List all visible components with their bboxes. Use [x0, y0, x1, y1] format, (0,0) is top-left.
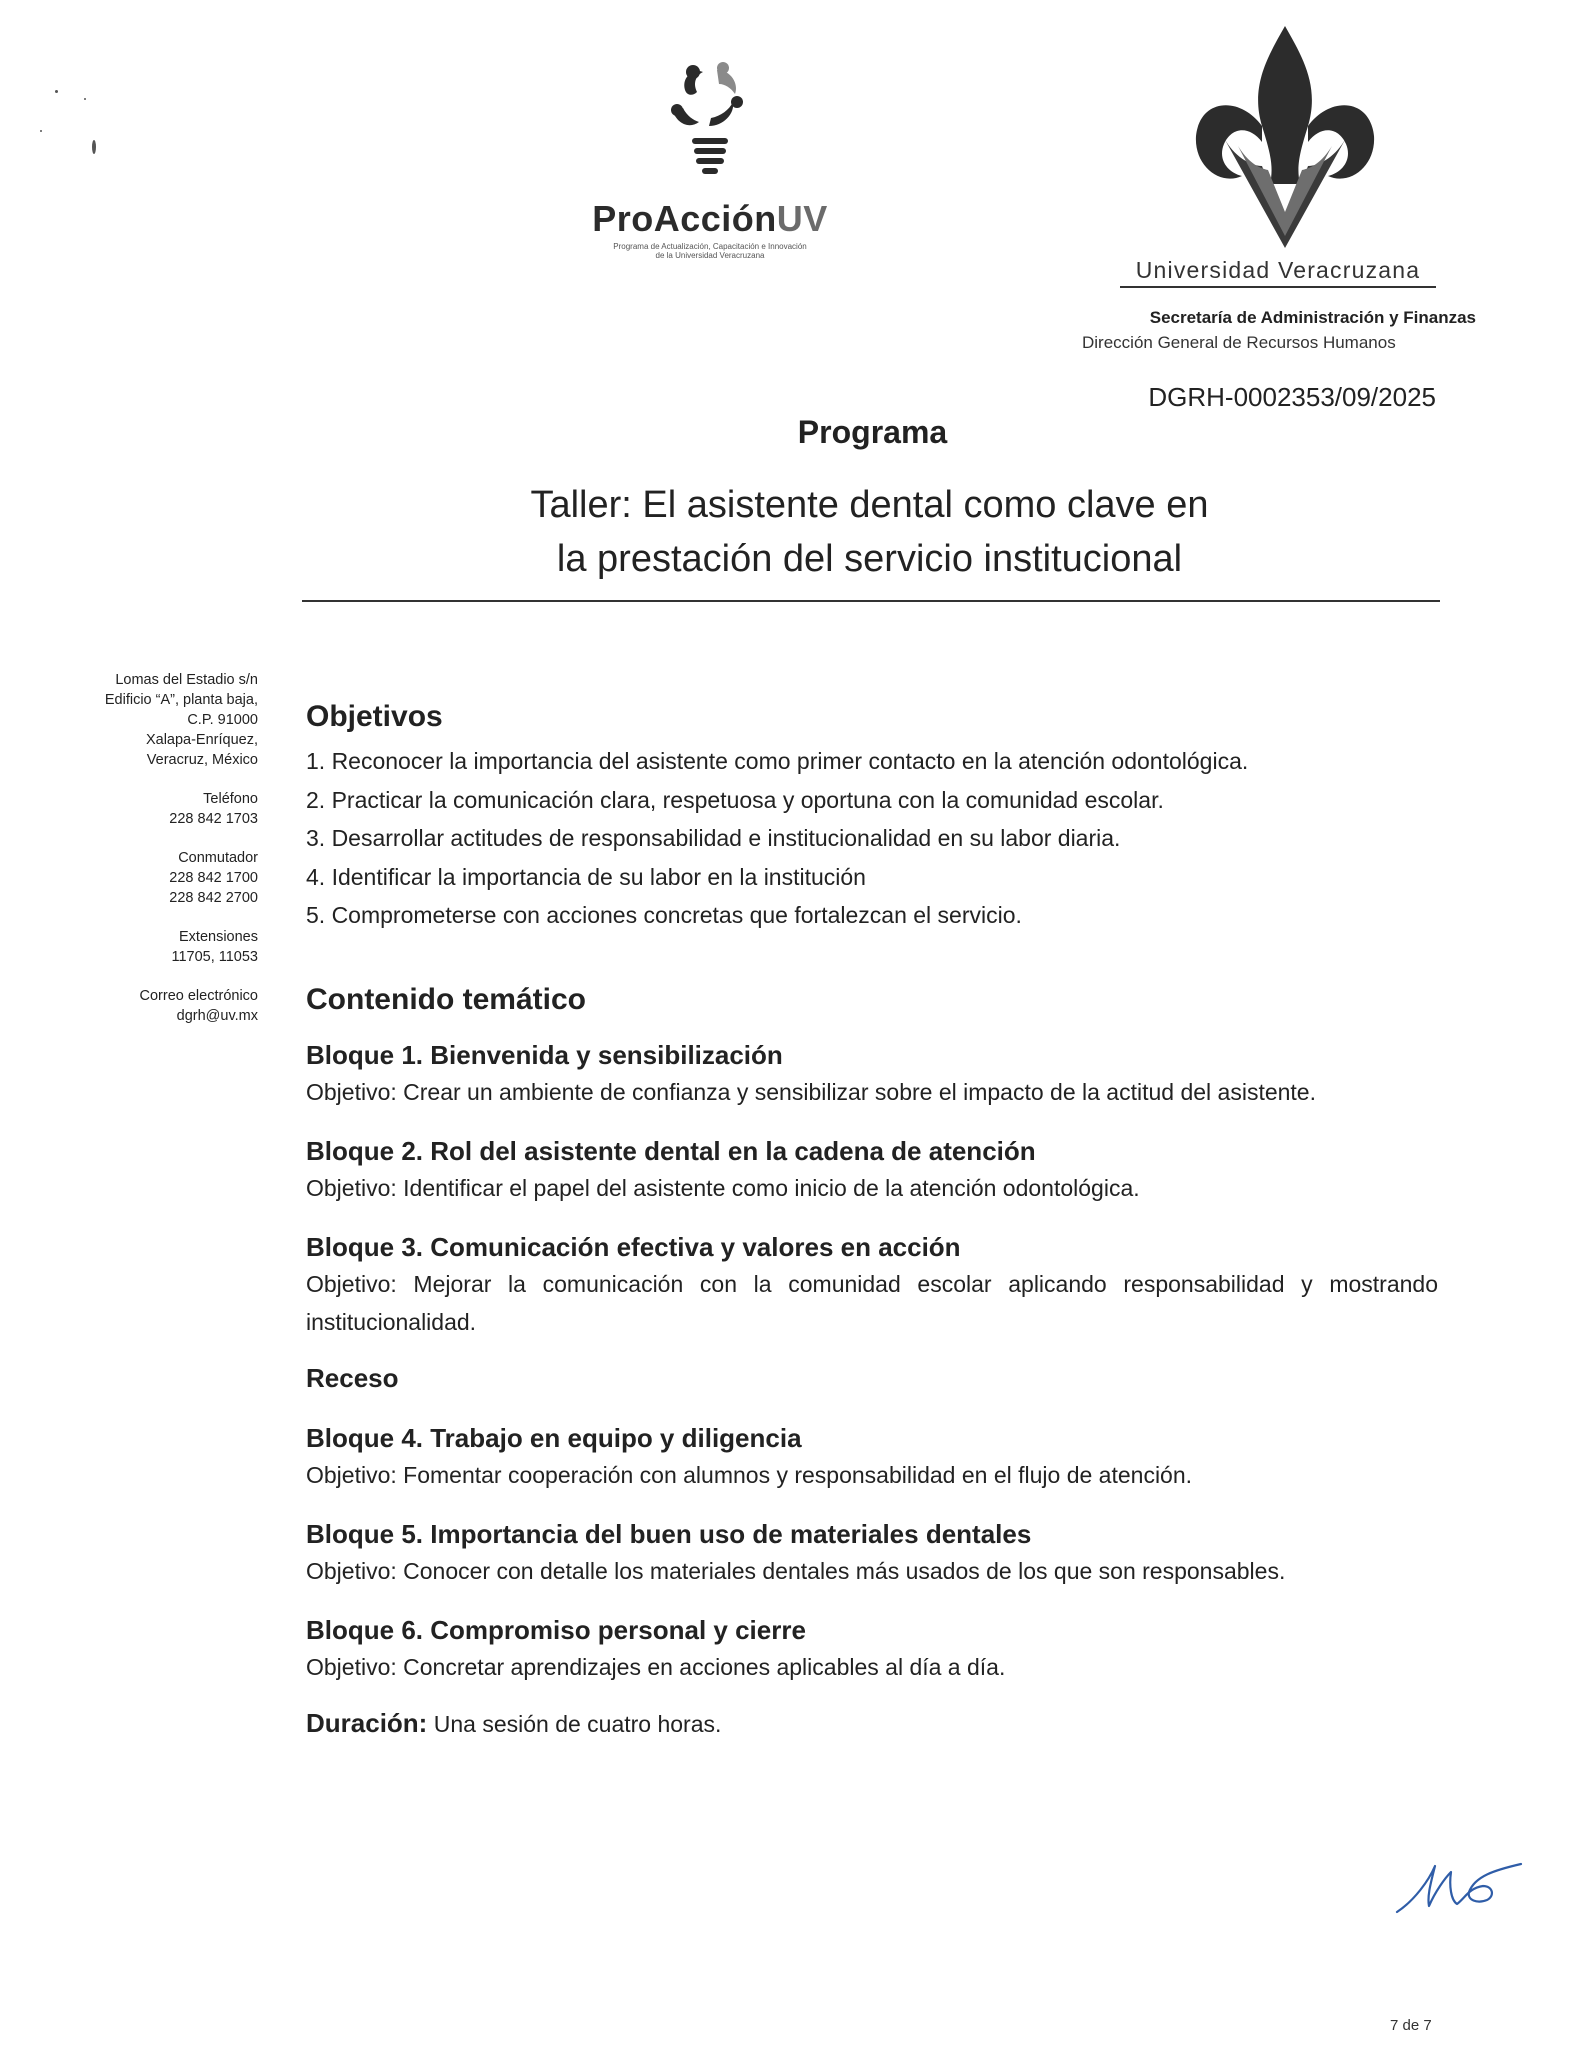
objective-item: 3. Desarrollar actitudes de responsabilidad e institucionalidad en su labor diaria.: [306, 825, 1121, 851]
direccion-label: Dirección General de Recursos Humanos: [1082, 333, 1396, 352]
switchboard-number: 228 842 1700: [169, 870, 258, 886]
bloque-objective: Objetivo: Identificar el papel del asistente como inicio de la atención odontológica.: [306, 1174, 1140, 1201]
extensions-value: 11705, 11053: [171, 949, 258, 965]
bloque-3: [306, 1229, 1438, 1341]
page-heading: Programa: [797, 414, 948, 450]
proaccion-name: ProAcciónUV: [592, 198, 828, 239]
bloque-title: Bloque 1. Bienvenida y sensibilización: [306, 1039, 783, 1070]
address-line: Xalapa-Enríquez,: [145, 732, 258, 748]
objective-item: 4. Identificar la importancia de su labor en la institución: [306, 863, 866, 890]
scan-speck: [55, 90, 58, 93]
scan-speck: [92, 140, 96, 154]
document-code: DGRH-0002353/09/2025: [1148, 382, 1436, 412]
main-content: [306, 700, 1438, 1739]
title-line-1: Taller: El asistente dental como clave en: [530, 484, 1209, 526]
bloque-1: [306, 1037, 1438, 1111]
objective-item: 2. Practicar la comunicación clara, respetuosa y oportuna con la comunidad escolar.: [306, 786, 1164, 813]
page-number: 7 de 7: [1390, 2017, 1432, 2034]
scan-speck: [84, 98, 86, 100]
switchboard-block: [40, 848, 258, 908]
address-line: Edificio “A”, planta baja,: [104, 692, 258, 708]
title-divider: [302, 600, 1440, 602]
phone-block: [40, 789, 258, 829]
bloque-objective: Objetivo: Conocer con detalle los materiales dentales más usados de los que son responsables.: [306, 1557, 1286, 1584]
objective-item: 1. Reconocer la importancia del asistente como primer contacto en la atención odontológica.: [306, 748, 1249, 774]
handwritten-signature-icon: [1395, 1856, 1525, 1916]
duration-label: Duración:: [306, 1707, 428, 1738]
bloque-title: Bloque 6. Compromiso personal y cierre: [306, 1614, 806, 1645]
duration-value: Una sesión de cuatro horas.: [433, 1710, 722, 1737]
lightbulb-people-icon: [665, 62, 755, 194]
email-block: [40, 986, 258, 1026]
address-block: [40, 670, 258, 770]
bloque-title: Bloque 5. Importancia del buen uso de materiales dentales: [306, 1518, 1032, 1549]
title-line-2: la prestación del servicio institucional: [556, 538, 1183, 580]
content-title: Contenido temático: [306, 982, 587, 1016]
bloque-objective: Objetivo: Crear un ambiente de confianza y sensibilizar sobre el impacto de la actitud del asistente.: [306, 1078, 1316, 1105]
address-line: Lomas del Estadio s/n: [115, 672, 258, 688]
contact-sidebar: [40, 670, 258, 1045]
bloque-4: [306, 1420, 1438, 1494]
secretaria-label: Secretaría de Administración y Finanzas: [1149, 308, 1476, 327]
bloque-title: Bloque 3. Comunicación efectiva y valores en acción: [306, 1231, 961, 1262]
email-label: Correo electrónico: [139, 988, 258, 1004]
bloque-2: [306, 1133, 1438, 1207]
page-title: [302, 478, 1437, 586]
phone-number: 228 842 1703: [169, 811, 258, 827]
bloque-objective: Objetivo: Mejorar la comunicación con la comunidad escolar aplicando responsabilidad y mostrando institucionalidad.: [306, 1270, 1438, 1335]
extensions-label: Extensiones: [179, 929, 258, 945]
switchboard-number: 228 842 2700: [169, 890, 258, 906]
phone-label: Teléfono: [203, 791, 258, 807]
bloque-6: [306, 1612, 1438, 1686]
bloque-objective: Objetivo: Concretar aprendizajes en acciones aplicables al día a día.: [306, 1653, 1006, 1680]
proaccion-logo: [560, 62, 860, 260]
switchboard-label: Conmutador: [178, 850, 258, 866]
email-address[interactable]: dgrh@uv.mx: [176, 1008, 258, 1024]
address-line: C.P. 91000: [187, 712, 258, 728]
extensions-block: [40, 927, 258, 967]
address-line: Veracruz, México: [146, 752, 258, 768]
bloque-title: Bloque 4. Trabajo en equipo y diligencia: [306, 1422, 802, 1453]
university-name: Universidad Veracruzana: [1120, 257, 1436, 288]
objectives-title: Objetivos: [306, 700, 443, 733]
duration: [306, 1708, 1438, 1739]
fleur-de-lis-crest-icon: [1190, 26, 1380, 256]
bloque-objective: Objetivo: Fomentar cooperación con alumnos y responsabilidad en el flujo de atención.: [306, 1461, 1193, 1488]
scan-speck: [40, 130, 42, 132]
objective-item: 5. Comprometerse con acciones concretas que fortalezcan el servicio.: [306, 902, 1022, 928]
objectives-list: [306, 742, 1438, 935]
proaccion-tagline: Programa de Actualización, Capacitación e Innovación de la Universidad Veracruzana: [613, 242, 807, 260]
receso-label: Receso: [306, 1362, 399, 1393]
bloque-title: Bloque 2. Rol del asistente dental en la cadena de atención: [306, 1135, 1036, 1166]
bloque-5: [306, 1516, 1438, 1590]
